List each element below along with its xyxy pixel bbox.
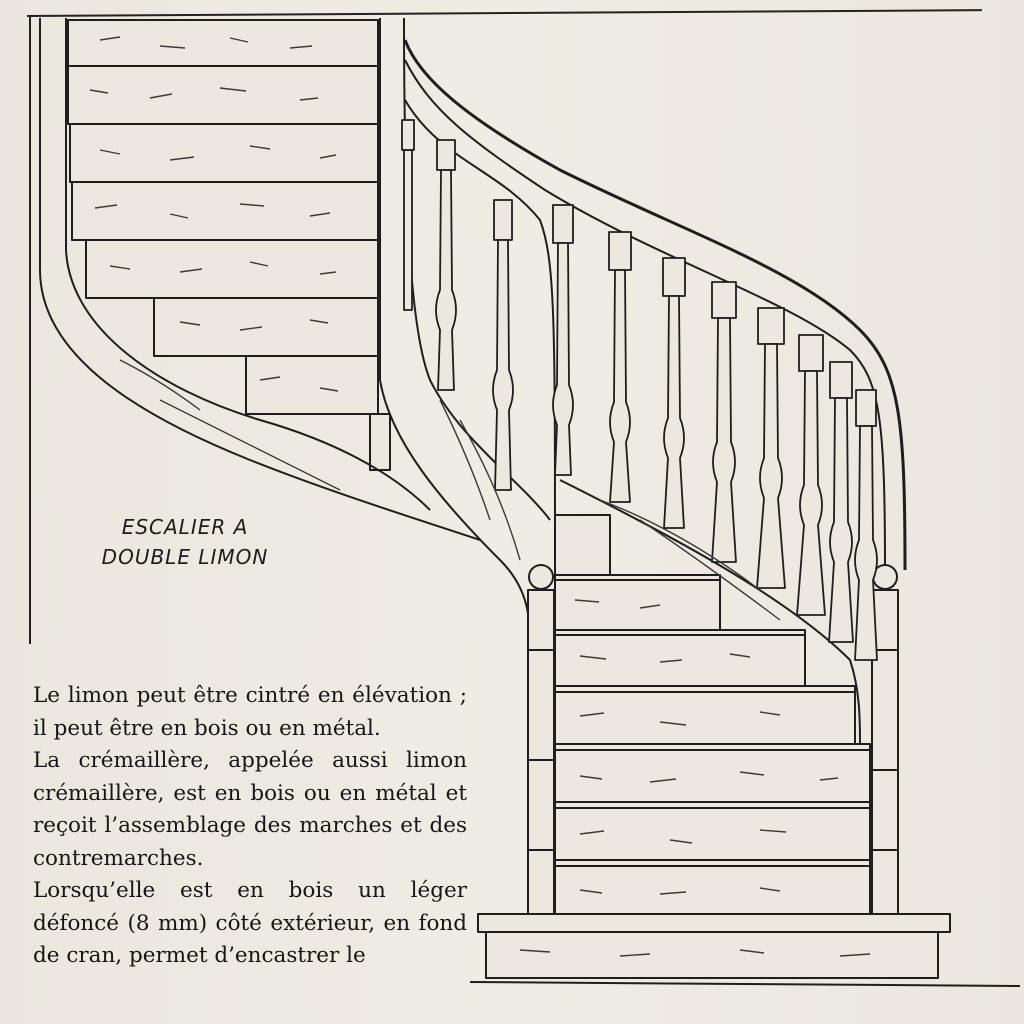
paragraph-3: Lorsqu’elle est en bois un léger défoncé (8 mm) côté extérieur, en fond de cran, permet d’encastrer le xyxy=(33,878,467,968)
newel-post-right xyxy=(872,565,898,914)
caption-line-1: ESCALIER A xyxy=(121,515,249,539)
caption-line-2: DOUBLE LIMON xyxy=(101,545,269,569)
newel-post-left xyxy=(528,565,554,914)
bottom-step xyxy=(478,914,950,932)
paragraph-1: Le limon peut être cintré en élévation ; il peut être en bois ou en métal. xyxy=(33,683,467,741)
body-text xyxy=(33,680,467,973)
upper-steps xyxy=(68,20,390,470)
illustration-caption xyxy=(60,512,310,572)
paragraph-2: La crémaillère, appelée aussi limon crémaillère, est en bois ou en métal et reçoit l’assemblage des marches et des contremarches. xyxy=(33,748,467,871)
